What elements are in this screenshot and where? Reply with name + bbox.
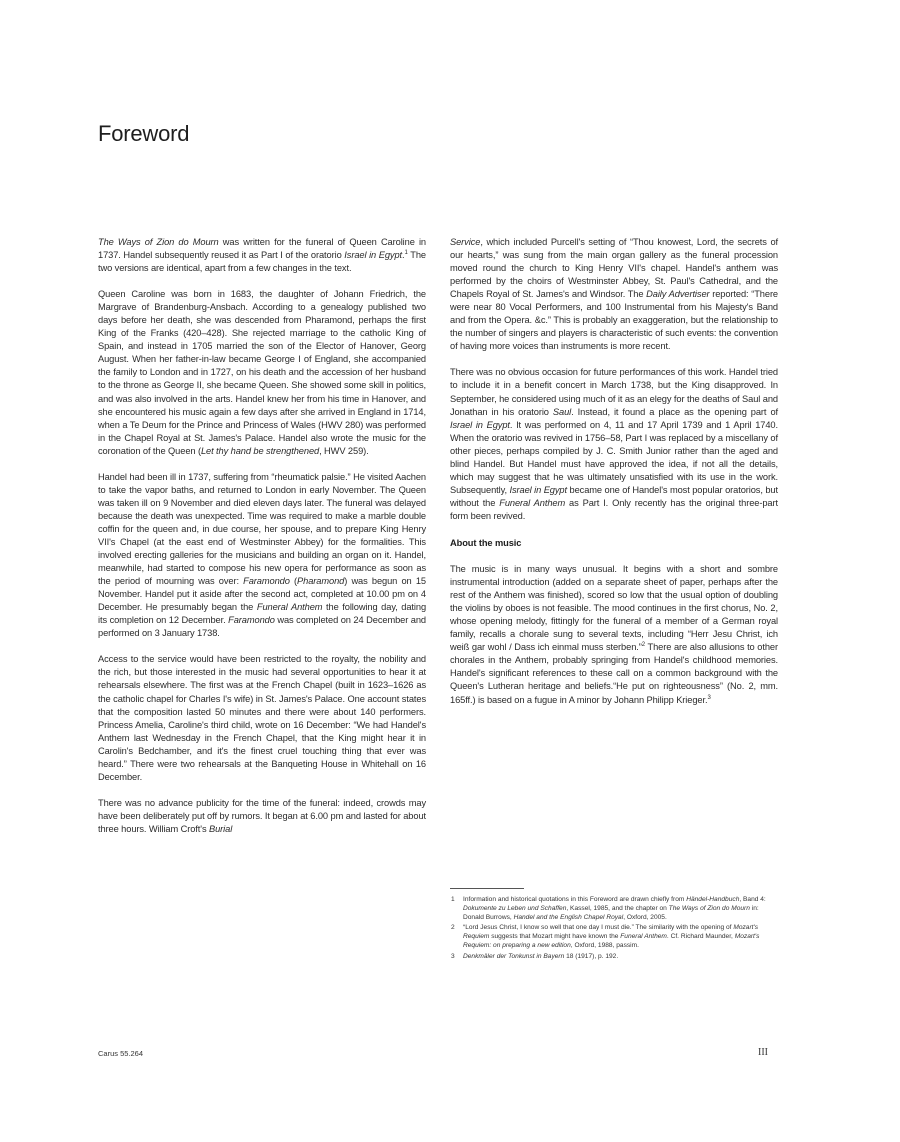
paragraph-queen-caroline: Queen Caroline was born in 1683, the daughter of Johann Friedrich, the Margrave of Brandenburg-Ansbach. According to a genealogy published two days before her death, she was descended from Pharamond, perhaps the first King of the Franks (420–428). She rejected marriage to the catholic King of Spain, and instead in 1705 married the son of the Elector of Hanover, Georg August. When her father-in-law became George I of England, she accompanied the family to London and in 1727, on his death and the accession of her husband to the throne as George II, she became Queen. She showed some skill in politics, and was also involved in the arts. Handel knew her from his time in Hanover, and she encountered his music again a few days after she arrived in England in 1714, when a Te Deum for the Prince and Princess of Wales (HWV 280) was performed in the Chapel Royal at St. James's Palace. Handel also wrote the music for the coronation of the Queen (Let thy hand be strengthened, HWV 259).: [98, 289, 426, 456]
footnotes: [450, 896, 778, 964]
footnote-ref-2[interactable]: 2: [641, 642, 645, 649]
footnote-ref-3[interactable]: 3: [707, 694, 711, 701]
left-column: [98, 236, 426, 836]
right-column: [450, 236, 778, 720]
footnote-2: 2 “Lord Jesus Christ, I know so well that one day I must die.” The similarity with the opening of Mozart's Requiem suggests that Mozart might have known the Funeral Anthem. Cf. Richard Maunder, Mozart's Requiem: on preparing a new edition, Oxford, 1988, passim.: [451, 924, 760, 949]
footnote-number: 3: [451, 952, 455, 960]
paragraph-intro: The Ways of Zion do Mourn was written for the funeral of Queen Caroline in 1737. Handel subsequently reused it as Part I of the oratorio Israel in Egypt.$^1$ The two versions are identical, apart from a few changes in the text.: [98, 237, 426, 274]
paragraph-about-music: The music is in many ways unusual. It begins with a short and sombre instrumental introduction (added on a separate sheet of paper, perhaps after the rest of the Anthem was finished), scored so low that the usual option of doubling the violins by oboes is not feasible. The mood continues in the first chorus, No. 2, whose opening melody, fittingly for the funeral of a member of a German royal family, recalls a chorale sung to several texts, including “Herr Jesu Christ, ich weiß gar wohl / Dass ich einmal muss sterben.”$^2$ There are also allusions to other chorales in the Anthem, probably springing from Handel's childhood memories. Handel's significant references to these call on a common background with the Queen's Lutheran heritage and beliefs.“He put on righteousness” (No. 2, mm. 165ff.) is based on a fugue in A minor by Johann Philipp Krieger.$^3$: [450, 564, 778, 705]
section-heading-about-music: About the music: [450, 537, 522, 548]
paragraph-advance-publicity: There was no advance publicity for the time of the funeral: indeed, crowds may have been deliberately put off by rumors. It began at 6.00 pm and lasted for about three hours. William Croft's Burial: [98, 797, 426, 834]
paragraph-burial-service: Service, which included Purcell's setting of “Thou knowest, Lord, the secrets of our hearts,” was sung from the main organ gallery as the funeral procession moved round the church to King Henry VII's chapel. Handel's anthem was performed by the choirs of Westminster Abbey, St. Paul's Cathedral, and the Chapels Royal of St. James's and Windsor. The Daily Advertiser reported: “There were near 80 Vocal Performers, and 100 Instrumental from his Majesty's Band and from the Opera. &c.” This is probably an exaggeration, but the relationship to the number of singers and players is characteristic of such events: the convention of having more voices than instruments is more recent.: [450, 237, 779, 352]
footnote-3: 3 Denkmäler der Tonkunst in Bayern 18 (1917), p. 192.: [451, 952, 619, 960]
footnote-ref-1[interactable]: 1: [404, 249, 408, 256]
footnote-number: 1: [451, 896, 455, 903]
paragraph-access-service: Access to the service would have been restricted to the royalty, the nobility and the rich, but those interested in the music had several opportunities to hear it at rehearsals elsewhere. The first was at the French Chapel (built in 1623–1626 as the catholic chapel for Charles I's wife) in St. James's Palace. One account states that the composition lasted 50 minutes and there were about 140 performers. Princess Amelia, Caroline's third child, wrote on 16 December: “We had Handel's Anthem last Wednesday in the French Chapel, that the King might hear it in Carolin's Bedchamber, and it's the finest cruel touching thing that ever was heard.” There were two rehearsals at the Banqueting House in Whitehall on 16 December.: [98, 654, 426, 782]
footer-catalog-number: Carus 55.264: [98, 1049, 144, 1058]
page-number: III: [758, 1047, 768, 1058]
paragraph-handel-ill: Handel had been ill in 1737, suffering from “rheumatick palsie.” He visited Aachen to take the vapor baths, and returned to London in early November. The Queen was taken ill on 9 November and died eleven days later. The funeral was delayed because the death was unexpected. Time was required to make a marble double coffin for the queen and, in due course, her spouse, and to prepare King Henry VII's Chapel (at the east end of Westminster Abbey) for the formalities. This involved erecting galleries for the musicians and building an organ on it. Handel, meanwhile, had started to compose his new opera for performance as soon as the period of mourning was over: Faramondo (Pharamond) was begun on 15 November. Handel put it aside after the second act, completed at 10.00 pm on 4 December. He presumably began the Funeral Anthem the following day, dating its completion on 12 December. Faramondo was completed on 24 December and performed on 3 January 1738.: [98, 471, 427, 639]
paragraph-future-performances: There was no obvious occasion for future performances of this work. Handel tried to include it in a benefit concert in March 1738, but the King disapproved. In September, he considered using much of it as an elegy for the deaths of Saul and Jonathan in his oratorio Saul. Instead, it found a place as the opening part of Israel in Egypt. It was performed on 4, 11 and 17 April 1739 and 1 April 1740. When the oratorio was revived in 1756–58, Part I was replaced by a miscellany of other pieces, perhaps compiled by J. C. Smith Junior rather than the aged and blind Handel. But Handel must have approved the idea, if not all the details, which may suggest that he was ultimately unsatisfied with its use in the work. Subsequently, Israel in Egypt became one of Handel's most popular oratorios, but without the Funeral Anthem as Part I. Only recently has the original three-part form been revived.: [450, 367, 778, 521]
page-title: Foreword: [98, 121, 190, 146]
footnote-1: 1 Information and historical quotations in this Foreword are drawn chiefly from Händel-Handbuch, Band 4: Dokumente zu Leben und Schaffen, Kassel, 1985, and the chapter on The Ways of Zion do Mourn in: Donald Burrows, Handel and the English Chapel Royal, Oxford, 2005.: [451, 896, 766, 921]
footnote-divider: [450, 888, 524, 889]
footnote-number: 2: [451, 924, 455, 932]
